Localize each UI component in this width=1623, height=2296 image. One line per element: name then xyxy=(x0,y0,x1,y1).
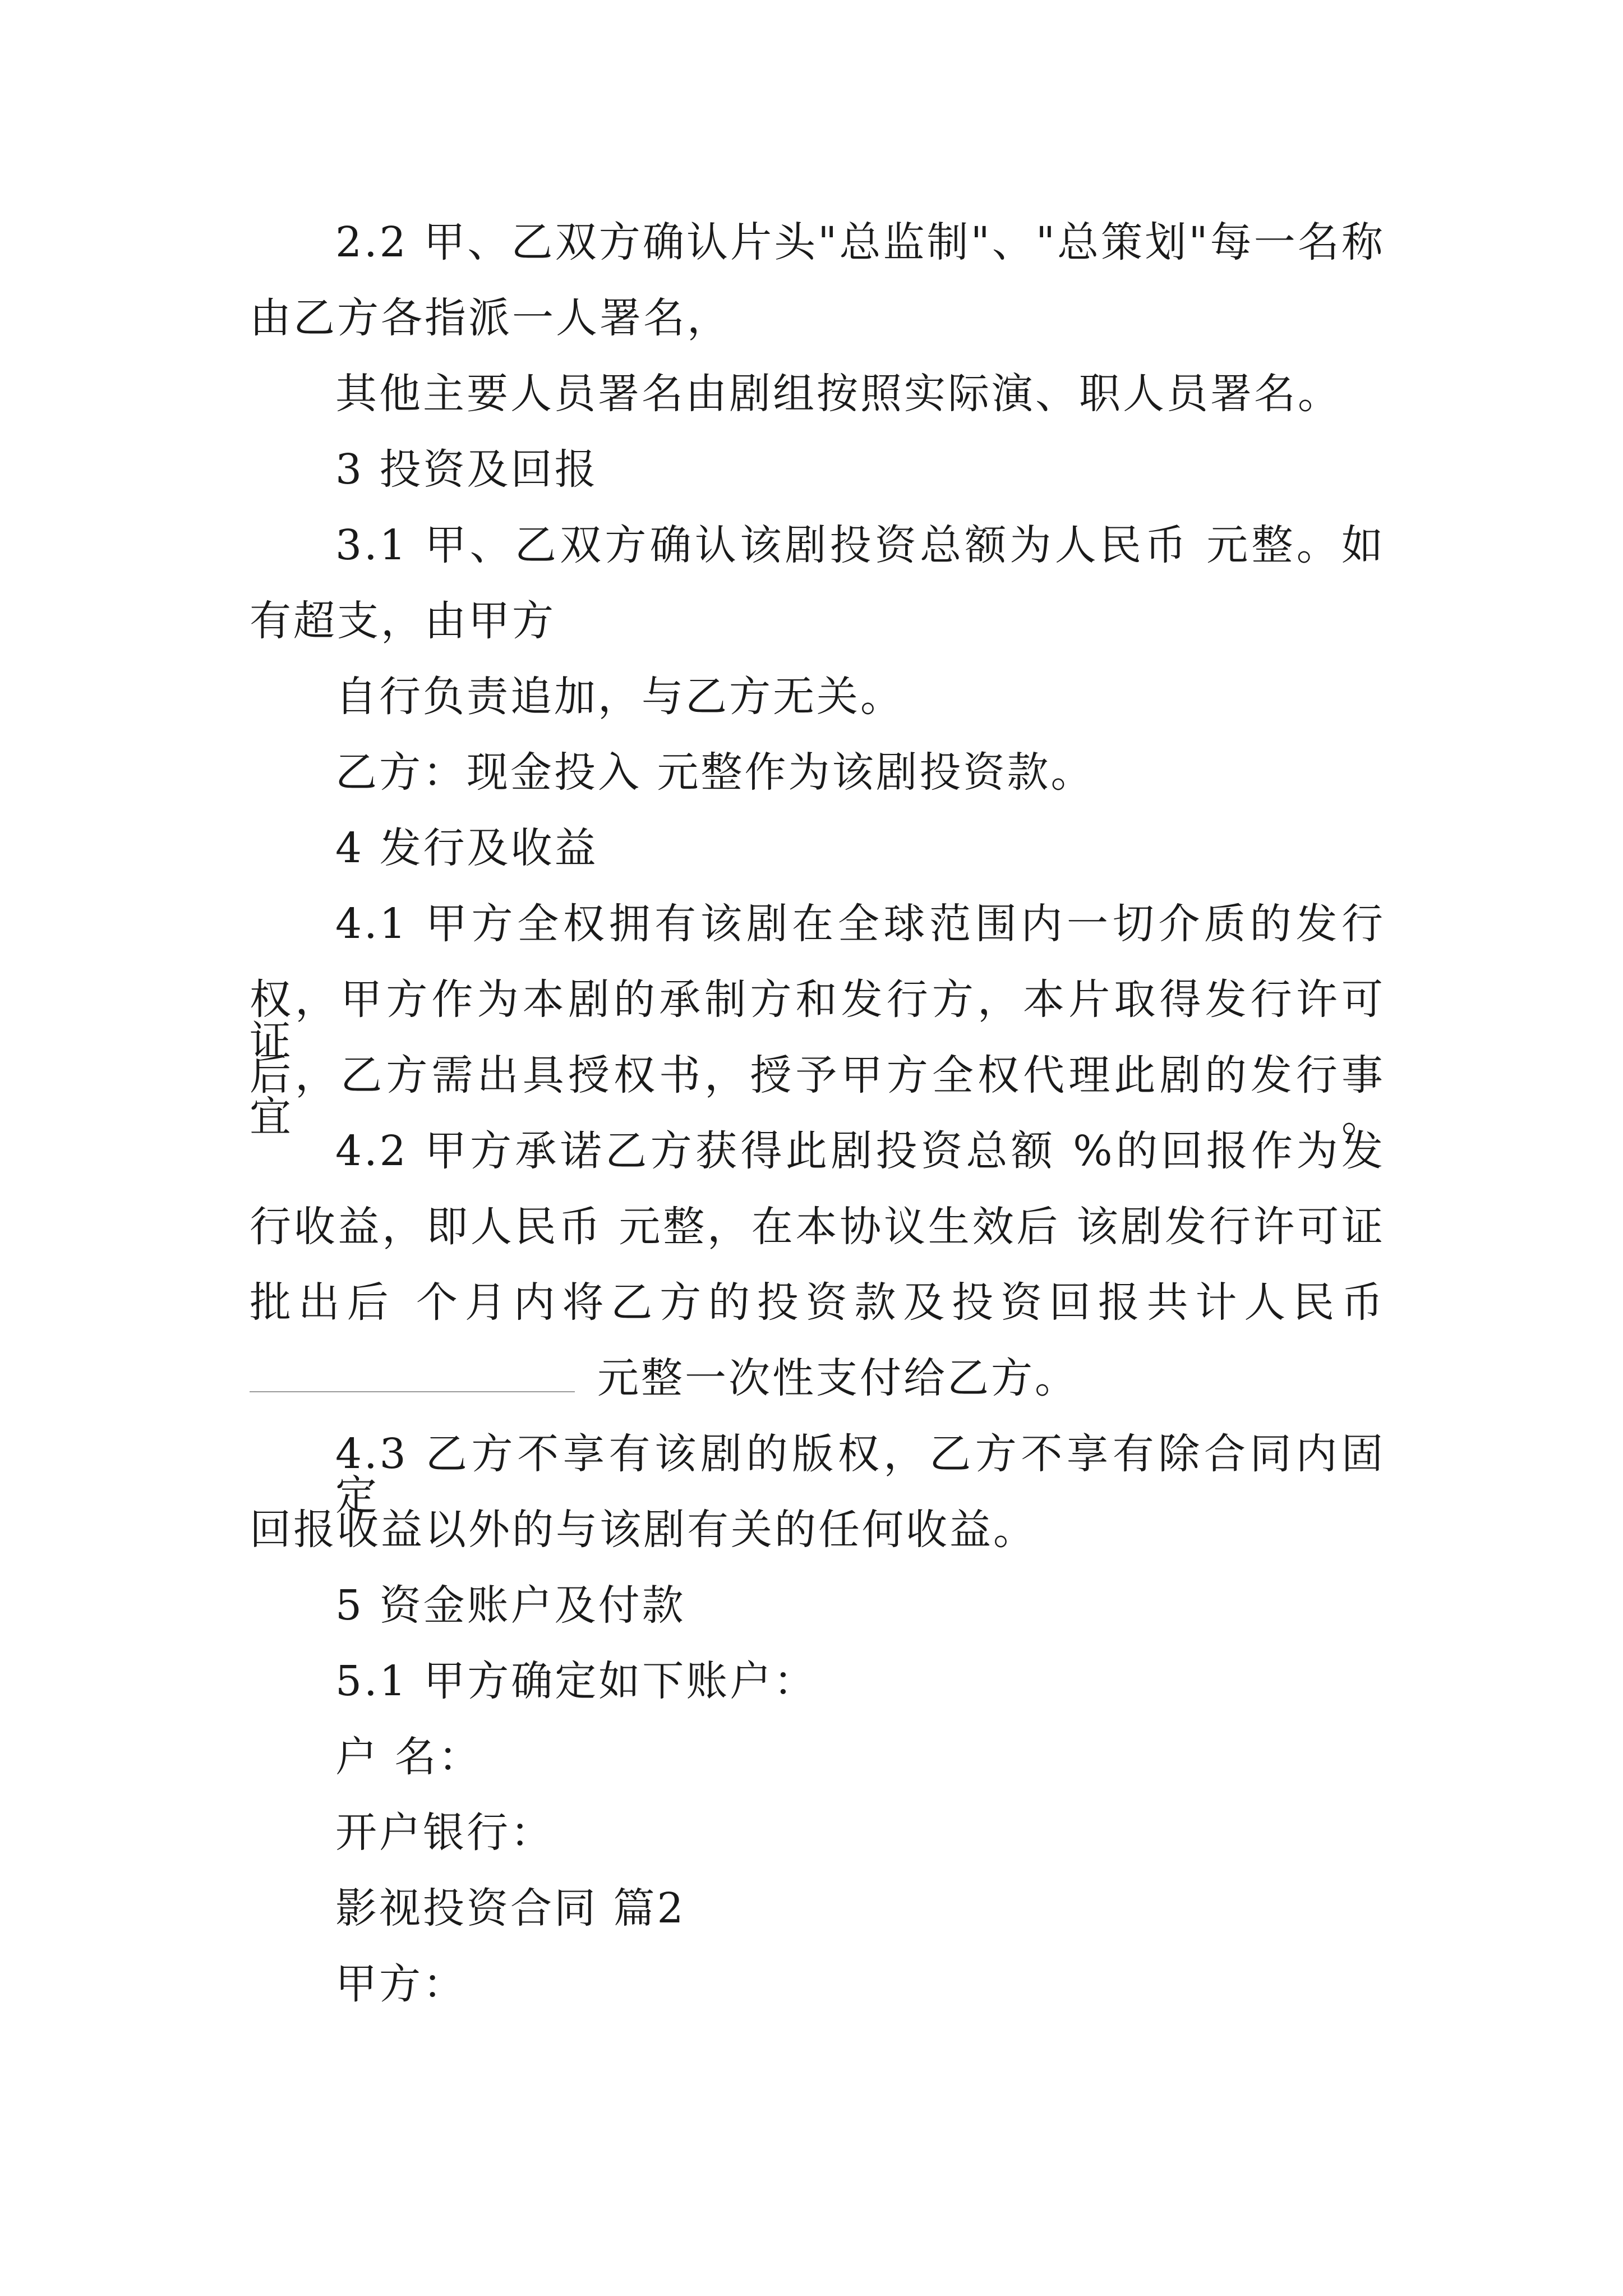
paragraph-line: 4.2 甲方承诺乙方获得此剧投资总额 %的回报作为发 xyxy=(335,1127,1385,1175)
paragraph-line: 5.1 甲方确定如下账户： xyxy=(335,1657,818,1705)
paragraph-line: 回报收益以外的与该剧有关的任何收益。 xyxy=(250,1506,1037,1554)
paragraph-line: 批出后 个月内将乙方的投资款及投资回报共计人民币 xyxy=(250,1278,1385,1327)
party-label: 甲方： xyxy=(335,1960,467,2008)
document-title: 影视投资合同 篇2 xyxy=(335,1884,686,1932)
paragraph-line: 权，甲方作为本剧的承制方和发行方，本片取得发行许可证 xyxy=(250,976,1385,1065)
fill-in-blank-rule xyxy=(250,1358,575,1392)
paragraph-line: 3.1 甲、乙双方确认该剧投资总额为人民币 元整。如 xyxy=(335,521,1385,569)
paragraph-line: 由乙方各指派一人署名， xyxy=(250,294,731,342)
paragraph-line: 有超支，由甲方 xyxy=(250,597,556,645)
section-heading: 3 投资及回报 xyxy=(335,445,598,494)
paragraph-line-with-blank xyxy=(250,1354,1078,1402)
paragraph-line: 4.3 乙方不享有该剧的版权，乙方不享有除合同内固定 xyxy=(335,1430,1385,1520)
paragraph-line: 自行负责追加，与乙方无关。 xyxy=(335,673,904,721)
section-heading: 4 发行及收益 xyxy=(335,824,598,872)
paragraph-line: 其他主要人员署名由剧组按照实际演、职人员署名。 xyxy=(335,370,1341,418)
paragraph-line: 行收益，即人民币 元整，在本协议生效后 该剧发行许可证 xyxy=(250,1203,1385,1251)
paragraph-line: 4.1 甲方全权拥有该剧在全球范围内一切介质的发行 xyxy=(335,900,1385,948)
form-field-label: 户 名： xyxy=(335,1733,482,1781)
paragraph-line: 后，乙方需出具授权书，授予甲方全权代理此剧的发行事宜。 xyxy=(250,1051,1385,1141)
paragraph-line: 乙方：现金投入 元整作为该剧投资款。 xyxy=(335,748,1095,797)
blank-trailing-text: 元整一次性支付给乙方。 xyxy=(597,1354,1078,1402)
paragraph-line: 2.2 甲、乙双方确认片头"总监制"、"总策划"每一名称 xyxy=(335,218,1385,266)
section-heading: 5 资金账户及付款 xyxy=(335,1581,686,1630)
form-field-label: 开户银行： xyxy=(335,1809,554,1857)
